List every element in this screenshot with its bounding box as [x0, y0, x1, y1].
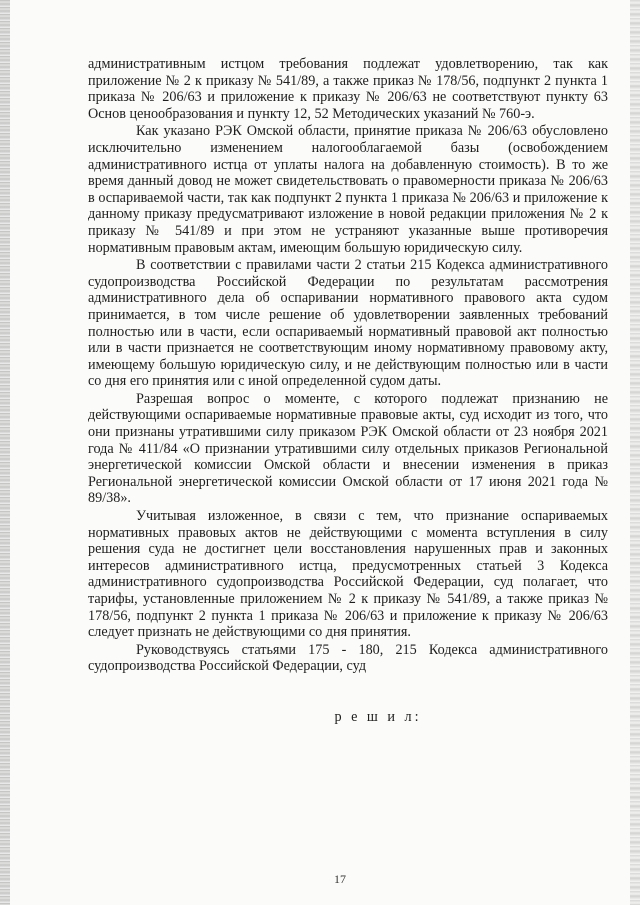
resolve-heading: р е ш и л:: [334, 708, 422, 725]
paragraph-4: Разрешая вопрос о моменте, с которого подлежат признанию не действующими оспариваемые нормативные правовые акты, суд исходит из того, что они признаны утратившими силу приказом РЭК Омской области от 23 ноября 2021 года № 411/84 «О признании утратившими силу отдельных приказов Региональной энергетической комиссии Омской области и внесении изменения в приказ Региональной энергетической комиссии Омской области от 17 июня 2021 года № 89/38».: [88, 390, 608, 507]
paragraph-3: В соответствии с правилами части 2 статьи 215 Кодекса административного судопроизводства Российской Федерации по результатам рассмотрения административного дела об оспаривании нормативного правового акта судом принимается, в том числе решение об удовлетворении заявленных требований полностью или в части, если оспариваемый нормативный правовой акт полностью или в части признается не соответствующим иному нормативному правовому акту, имеющему большую юридическую силу, и не действующим полностью или в части со дня его принятия или с иной определенной судом даты.: [88, 257, 608, 390]
paragraph-1: административным истцом требования подлежат удовлетворению, так как приложение № 2 к приказу № 541/89, а также приказ № 178/56, подпункт 2 пункта 1 приказа № 206/63 и приложение к приказу № 206/63 не соответствуют пункту 63 Основ ценообразования и пункту 12, 52 Методических указаний № 760-э.: [88, 56, 608, 122]
scan-edge-right: [630, 0, 640, 905]
document-page: [88, 56, 608, 740]
scan-edge-left: [0, 0, 10, 905]
paragraph-2: Как указано РЭК Омской области, принятие приказа № 206/63 обусловлено исключительно изменением налогооблагаемой базы (освобождением административного истца от уплаты налога на добавленную стоимость). В то же время данный довод не может свидетельствовать о правомерности приказа № 206/63 в оспариваемой части, так как подпункт 2 пункта 1 приказа № 206/63 и приложение к данному приказу предусматривают изложение в новой редакции приложения № 2 к приказу № 541/89 и при этом не устраняют указанные выше противоречия нормативным правовым актам, имеющим большую юридическую силу.: [88, 123, 608, 256]
paragraph-6: Руководствуясь статьями 175 - 180, 215 Кодекса административного судопроизводства Российской Федерации, суд: [88, 641, 608, 675]
page-number: 17: [334, 872, 346, 886]
paragraph-5: Учитывая изложенное, в связи с тем, что признание оспариваемых нормативных правовых актов не действующими с момента вступления в силу решения суда не достигнет цели восстановления нарушенных прав и законных интересов административного истца, предусмотренных статьей 3 Кодекса административного судопроизводства Российской Федерации, суд полагает, что тарифы, установленные приложением № 2 к приказу № 541/89, а также приказ № 178/56, подпункт 2 пункта 1 приказа № 206/63 и приложение к приказу № 206/63 следует признать не действующими со дня принятия.: [88, 508, 608, 641]
